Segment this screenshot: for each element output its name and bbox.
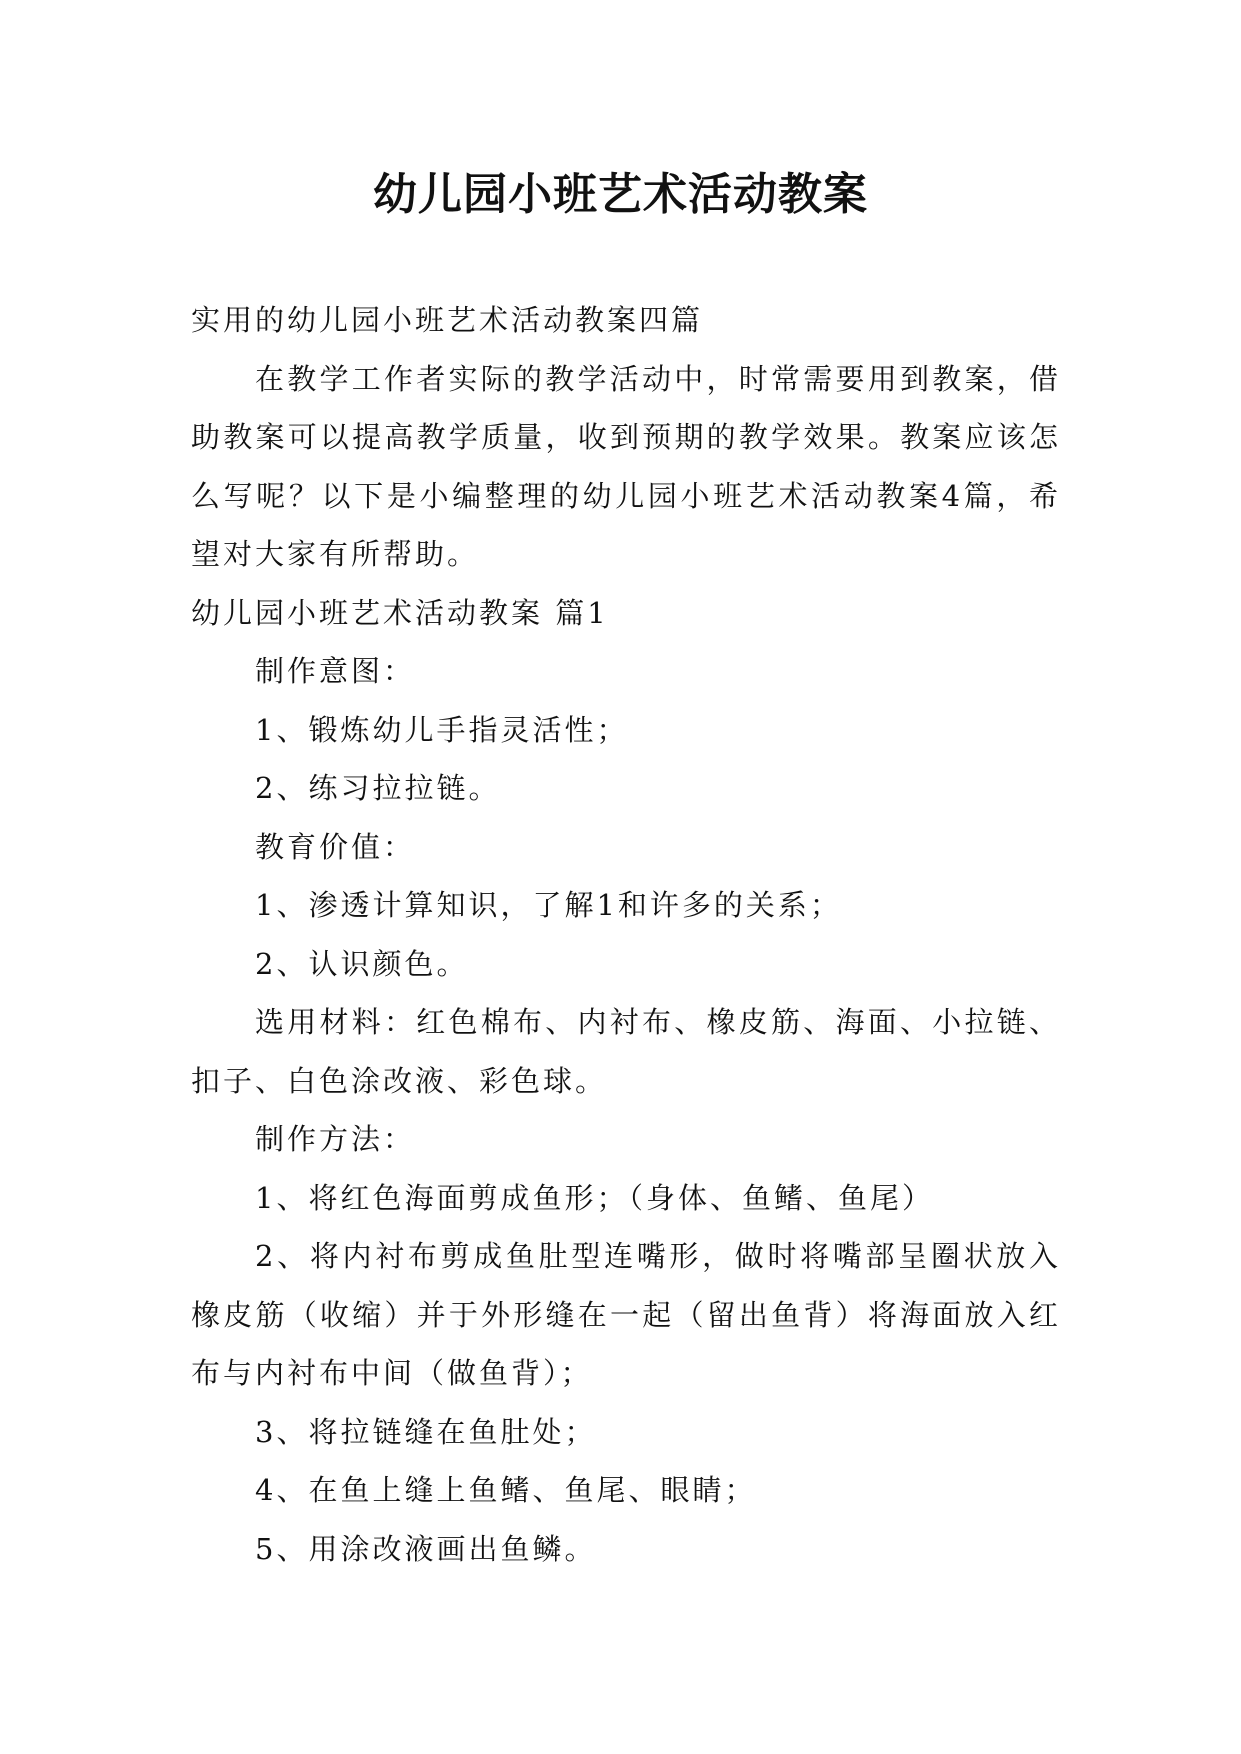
paragraph-value-heading: 教育价值：: [255, 829, 416, 864]
paragraph-method-3: 3、将拉链缝在鱼肚处；: [255, 1414, 597, 1449]
subtitle: 实用的幼儿园小班艺术活动教案四篇: [191, 303, 704, 337]
paragraph-method-5: 5、用涂改液画出鱼鳞。: [255, 1531, 597, 1566]
paragraph-method-heading: 制作方法：: [255, 1122, 416, 1156]
document-title: 幼儿园小班艺术活动教案: [373, 169, 868, 220]
paragraph-value-1: 1、渗透计算知识，了解1和许多的关系；: [255, 888, 842, 922]
paragraph-purpose-1: 1、锻炼幼儿手指灵活性；: [255, 712, 629, 747]
paragraph-method-4: 4、在鱼上缝上鱼鳍、鱼尾、眼睛；: [255, 1473, 757, 1507]
paragraph-purpose-heading: 制作意图：: [255, 654, 416, 688]
intro-paragraph: 在教学工作者实际的教学活动中，时常需要用到教案，借助教案可以提高教学质量，收到预期的教学效果。教案应该怎么写呢？以下是小编整理的幼儿园小班艺术活动教案4篇，希望对大家有所帮助。: [191, 361, 1061, 571]
paragraph-materials: 选用材料：红色棉布、内衬布、橡皮筋、海面、小拉链、扣子、白色涂改液、彩色球。: [191, 1005, 1061, 1098]
paragraph-method-2: 2、将内衬布剪成鱼肚型连嘴形，做时将嘴部呈圈状放入橡皮筋（收缩）并于外形缝在一起（留出鱼背）将海面放入红布与内衬布中间（做鱼背）；: [191, 1239, 1061, 1390]
paragraph-purpose-2: 2、练习拉拉链。: [255, 771, 501, 805]
section-heading: 幼儿园小班艺术活动教案 篇1: [191, 595, 609, 630]
paragraph-method-1: 1、将红色海面剪成鱼形；（身体、鱼鳍、鱼尾）: [255, 1180, 934, 1215]
paragraph-value-2: 2、认识颜色。: [255, 946, 469, 981]
document-body: [191, 291, 1061, 1578]
